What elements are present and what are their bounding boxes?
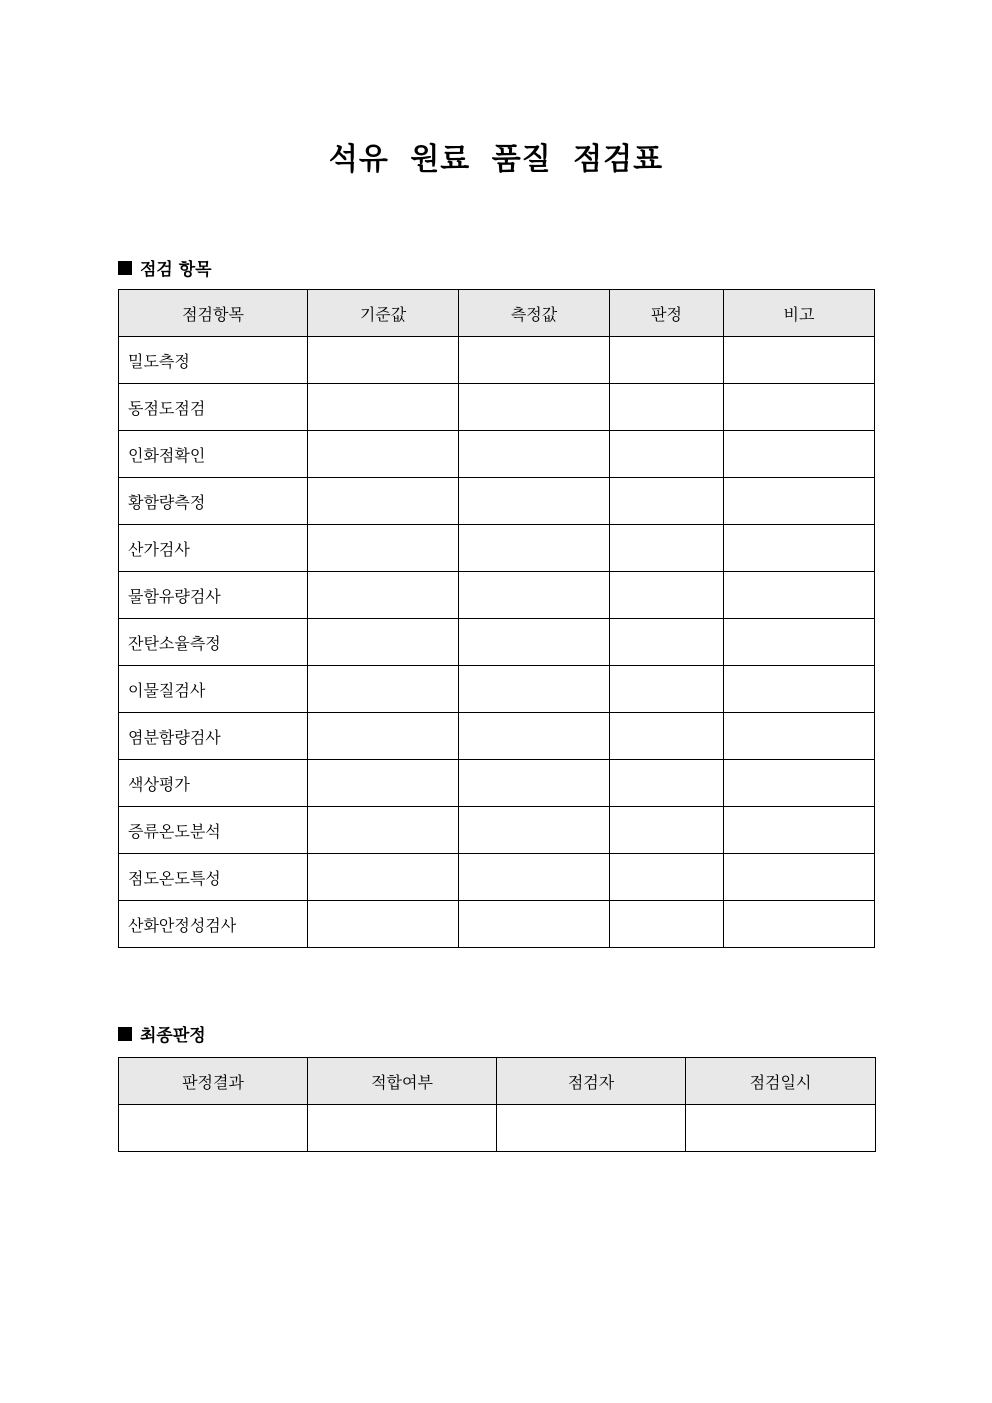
table-row xyxy=(119,1105,876,1152)
remarks-cell[interactable] xyxy=(724,525,875,572)
judgment-cell[interactable] xyxy=(610,572,724,619)
item-name-cell: 잔탄소율측정 xyxy=(119,619,308,666)
remarks-cell[interactable] xyxy=(724,431,875,478)
standard-value-cell[interactable] xyxy=(308,854,459,901)
judgment-cell[interactable] xyxy=(610,619,724,666)
table-row xyxy=(119,666,875,713)
table-row xyxy=(119,431,875,478)
measured-value-cell[interactable] xyxy=(459,666,610,713)
item-name-cell: 인화점확인 xyxy=(119,431,308,478)
standard-value-cell[interactable] xyxy=(308,760,459,807)
suitability-cell[interactable] xyxy=(308,1105,497,1152)
judgment-cell[interactable] xyxy=(610,337,724,384)
measured-value-cell[interactable] xyxy=(459,572,610,619)
table-row xyxy=(119,713,875,760)
remarks-cell[interactable] xyxy=(724,478,875,525)
remarks-cell[interactable] xyxy=(724,901,875,948)
item-name-cell: 증류온도분석 xyxy=(119,807,308,854)
square-bullet-icon xyxy=(118,1027,132,1041)
inspector-cell[interactable] xyxy=(497,1105,686,1152)
judgment-cell[interactable] xyxy=(610,666,724,713)
judgment-cell[interactable] xyxy=(610,901,724,948)
column-header: 판정결과 xyxy=(119,1058,308,1105)
standard-value-cell[interactable] xyxy=(308,807,459,854)
standard-value-cell[interactable] xyxy=(308,431,459,478)
judgment-cell[interactable] xyxy=(610,760,724,807)
standard-value-cell[interactable] xyxy=(308,384,459,431)
measured-value-cell[interactable] xyxy=(459,713,610,760)
standard-value-cell[interactable] xyxy=(308,572,459,619)
item-name-cell: 동점도점검 xyxy=(119,384,308,431)
measured-value-cell[interactable] xyxy=(459,619,610,666)
standard-value-cell[interactable] xyxy=(308,901,459,948)
table-header-row xyxy=(119,1058,876,1105)
column-header: 점검항목 xyxy=(119,290,308,337)
column-header: 기준값 xyxy=(308,290,459,337)
standard-value-cell[interactable] xyxy=(308,666,459,713)
remarks-cell[interactable] xyxy=(724,854,875,901)
item-name-cell: 밀도측정 xyxy=(119,337,308,384)
column-header: 적합여부 xyxy=(308,1058,497,1105)
table-row xyxy=(119,525,875,572)
item-name-cell: 산가검사 xyxy=(119,525,308,572)
table-row xyxy=(119,337,875,384)
table-header-row xyxy=(119,290,875,337)
column-header: 판정 xyxy=(610,290,724,337)
section-heading-text: 점검 항목 xyxy=(140,260,212,280)
judgment-cell[interactable] xyxy=(610,431,724,478)
section-heading-final-judgment xyxy=(118,1021,206,1046)
judgment-cell[interactable] xyxy=(610,854,724,901)
item-name-cell: 점도온도특성 xyxy=(119,854,308,901)
standard-value-cell[interactable] xyxy=(308,619,459,666)
final-judgment-table xyxy=(118,1057,876,1152)
table-row xyxy=(119,760,875,807)
remarks-cell[interactable] xyxy=(724,807,875,854)
square-bullet-icon xyxy=(118,261,132,275)
measured-value-cell[interactable] xyxy=(459,384,610,431)
remarks-cell[interactable] xyxy=(724,713,875,760)
measured-value-cell[interactable] xyxy=(459,525,610,572)
item-name-cell: 이물질검사 xyxy=(119,666,308,713)
remarks-cell[interactable] xyxy=(724,666,875,713)
remarks-cell[interactable] xyxy=(724,619,875,666)
section-heading-inspection-items xyxy=(118,255,212,280)
remarks-cell[interactable] xyxy=(724,760,875,807)
standard-value-cell[interactable] xyxy=(308,713,459,760)
judgment-cell[interactable] xyxy=(610,525,724,572)
table-row xyxy=(119,901,875,948)
table-row xyxy=(119,384,875,431)
judgment-cell[interactable] xyxy=(610,713,724,760)
remarks-cell[interactable] xyxy=(724,572,875,619)
table-row xyxy=(119,854,875,901)
standard-value-cell[interactable] xyxy=(308,525,459,572)
table-row xyxy=(119,807,875,854)
judgment-cell[interactable] xyxy=(610,384,724,431)
remarks-cell[interactable] xyxy=(724,337,875,384)
table-row xyxy=(119,478,875,525)
measured-value-cell[interactable] xyxy=(459,807,610,854)
page-title: 석유 원료 품질 점검표 xyxy=(328,142,664,177)
judgment-cell[interactable] xyxy=(610,807,724,854)
measured-value-cell[interactable] xyxy=(459,478,610,525)
item-name-cell: 황함량측정 xyxy=(119,478,308,525)
column-header: 점검일시 xyxy=(686,1058,876,1105)
table-row xyxy=(119,572,875,619)
item-name-cell: 색상평가 xyxy=(119,760,308,807)
item-name-cell: 산화안정성검사 xyxy=(119,901,308,948)
measured-value-cell[interactable] xyxy=(459,760,610,807)
measured-value-cell[interactable] xyxy=(459,901,610,948)
table-row xyxy=(119,619,875,666)
column-header: 비고 xyxy=(724,290,875,337)
standard-value-cell[interactable] xyxy=(308,478,459,525)
judgment-cell[interactable] xyxy=(610,478,724,525)
remarks-cell[interactable] xyxy=(724,384,875,431)
column-header: 측정값 xyxy=(459,290,610,337)
judgment-result-cell[interactable] xyxy=(119,1105,308,1152)
column-header: 점검자 xyxy=(497,1058,686,1105)
standard-value-cell[interactable] xyxy=(308,337,459,384)
section-heading-text: 최종판정 xyxy=(140,1026,206,1046)
measured-value-cell[interactable] xyxy=(459,854,610,901)
inspection-date-cell[interactable] xyxy=(686,1105,876,1152)
measured-value-cell[interactable] xyxy=(459,337,610,384)
measured-value-cell[interactable] xyxy=(459,431,610,478)
inspection-table xyxy=(118,289,875,948)
item-name-cell: 염분함량검사 xyxy=(119,713,308,760)
item-name-cell: 물함유량검사 xyxy=(119,572,308,619)
